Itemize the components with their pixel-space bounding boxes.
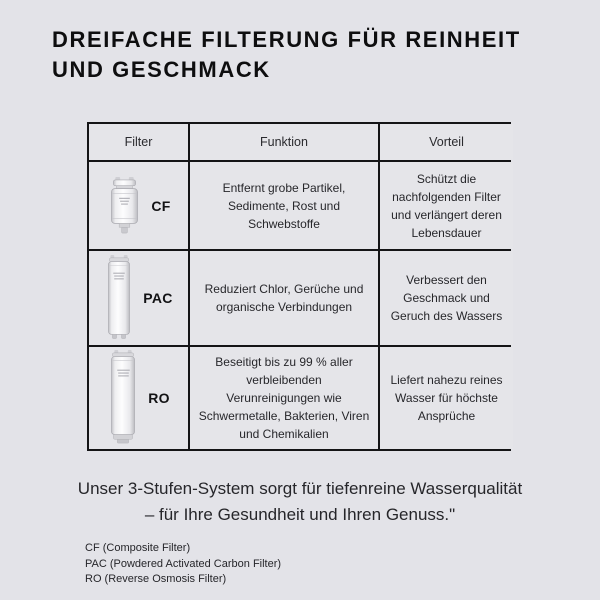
filter-code-label: CF <box>151 197 171 214</box>
table-row-ro-filter-cell <box>89 347 188 449</box>
abbreviation-item-cf: CF (Composite Filter) <box>85 542 191 554</box>
quote-line1: Unser 3-Stufen-System sorgt für tiefenreine Wasserqualität <box>77 479 523 498</box>
pac-filter-cartridge-icon <box>104 255 134 341</box>
filter-code-label: RO <box>148 390 170 406</box>
cf-filter-cartridge-icon <box>106 177 142 235</box>
quote-text <box>0 476 600 528</box>
table-row-cf-filter-cell <box>89 162 188 249</box>
filter-comparison-table <box>87 122 511 451</box>
filter-code-label: PAC <box>143 290 173 306</box>
ro-filter-cartridge-icon <box>107 350 139 446</box>
column-header-vorteil: Vorteil <box>380 124 513 160</box>
table-cell-vorteil: Schützt die nachfolgenden Filter und verlängert deren Lebensdauer <box>380 162 513 249</box>
table-cell-funktion: Beseitigt bis zu 99 % aller verbleibenden Verunreinigungen wie Schwermetalle, Bakterien, Viren und Chemikalien <box>190 347 378 449</box>
page-title-line2: UND GESCHMACK <box>52 57 271 82</box>
table-cell-vorteil: Liefert nahezu reines Wasser für höchste Ansprüche <box>380 347 513 449</box>
column-header-filter: Filter <box>89 124 188 160</box>
table-cell-funktion: Entfernt grobe Partikel, Sedimente, Rost und Schwebstoffe <box>190 162 378 249</box>
table-row-pac-filter-cell <box>89 251 188 345</box>
page-title <box>52 25 521 85</box>
table-cell-funktion: Reduziert Chlor, Gerüche und organische Verbindungen <box>190 251 378 345</box>
abbreviation-item-ro: RO (Reverse Osmosis Filter) <box>85 573 227 585</box>
abbreviation-item-pac: PAC (Powdered Activated Carbon Filter) <box>85 557 282 570</box>
table-cell-vorteil: Verbessert den Geschmack und Geruch des Wassers <box>380 251 513 345</box>
abbreviation-list <box>85 541 281 588</box>
page-title-line1: DREIFACHE FILTERUNG FÜR REINHEIT <box>52 27 521 52</box>
quote-line2: – für Ihre Gesundheit und Ihren Genuss." <box>144 505 456 524</box>
column-header-funktion: Funktion <box>190 124 378 160</box>
